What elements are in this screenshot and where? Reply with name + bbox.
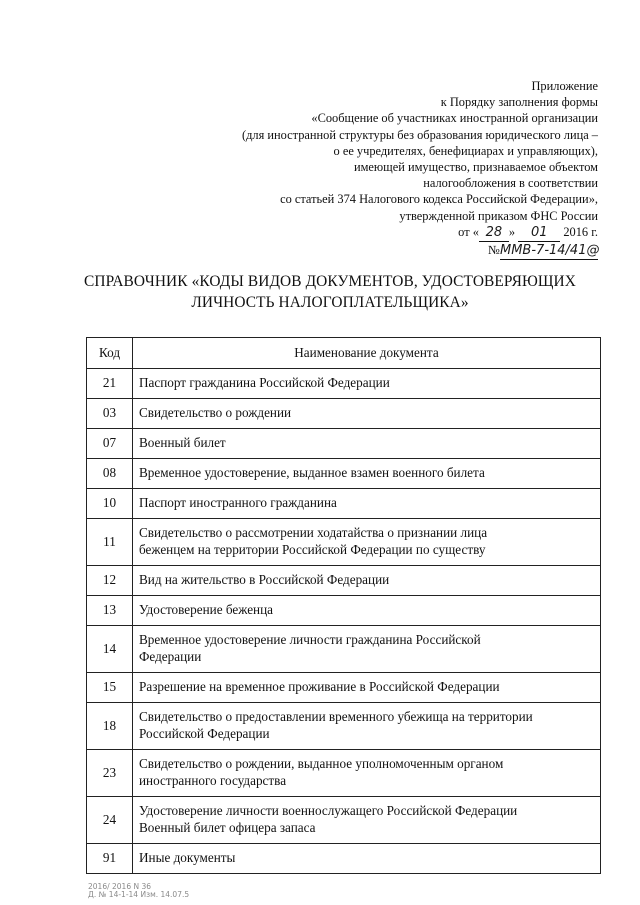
order-number-value: ММВ-7-14/41@	[500, 243, 598, 260]
table-row	[87, 673, 601, 703]
row-document-name	[133, 489, 601, 519]
row-document-name	[133, 750, 601, 797]
row-document-name	[133, 519, 601, 566]
appendix-line: (для иностранной структуры без образования юридического лица –	[241, 127, 598, 142]
table-row	[87, 429, 601, 459]
table-row	[87, 519, 601, 566]
appendix-line: налогообложения в соответствии	[423, 176, 598, 191]
row-code: 15	[87, 673, 133, 703]
appendix-block	[242, 78, 598, 260]
order-date-month: 01	[518, 225, 560, 242]
table-row	[87, 399, 601, 429]
row-document-name	[133, 673, 601, 703]
row-code: 13	[87, 596, 133, 626]
table-row	[87, 750, 601, 797]
row-code: 14	[87, 626, 133, 673]
row-document-name	[133, 459, 601, 489]
table-row	[87, 626, 601, 673]
table-row	[87, 369, 601, 399]
row-name-line: Паспорт иностранного гражданина	[139, 495, 337, 511]
row-name-line: Военный билет	[139, 435, 226, 451]
row-document-name	[133, 703, 601, 750]
footer-line-1: 2016/ 2016 N 36	[88, 882, 152, 891]
order-date-year: 2016 г.	[563, 224, 598, 239]
appendix-line: «Сообщение об участниках иностранной организации	[311, 111, 598, 126]
table-row	[87, 489, 601, 519]
row-name-line: Паспорт гражданина Российской Федерации	[139, 375, 390, 391]
footer-stamp	[88, 883, 189, 899]
row-document-name	[133, 797, 601, 844]
row-name-line: иностранного государства	[139, 773, 287, 788]
document-title	[60, 271, 600, 313]
row-document-name	[133, 369, 601, 399]
row-name-line: беженцем на территории Российской Федерации по существу	[139, 542, 486, 557]
appendix-line: имеющей имущество, признаваемое объектом	[353, 160, 598, 175]
appendix-line: Приложение	[531, 79, 598, 93]
row-document-name	[133, 429, 601, 459]
appendix-line: со статьей 374 Налогового кодекса Российской Федерации»,	[280, 192, 598, 207]
row-code: 03	[87, 399, 133, 429]
order-number-prefix: №	[488, 243, 500, 258]
row-document-name	[133, 844, 601, 874]
row-name-line: Временное удостоверение личности гражданина Российской	[139, 632, 481, 648]
row-code: 21	[87, 369, 133, 399]
row-code: 07	[87, 429, 133, 459]
order-date-day: 28	[479, 225, 509, 242]
row-code: 24	[87, 797, 133, 844]
row-name-line: Российской Федерации	[139, 726, 270, 741]
table-row	[87, 703, 601, 750]
row-code: 10	[87, 489, 133, 519]
order-number	[242, 242, 598, 260]
document-codes-table	[86, 337, 601, 874]
table-row	[87, 596, 601, 626]
header-document-name: Наименование документа	[133, 338, 601, 369]
row-name-line: Свидетельство о предоставлении временного убежища на территории	[139, 709, 533, 725]
row-name-line: Федерации	[139, 649, 202, 664]
row-document-name	[133, 626, 601, 673]
row-name-line: Свидетельство о рождении, выданное уполномоченным органом	[139, 756, 504, 772]
appendix-line: утвержденной приказом ФНС России	[399, 208, 598, 223]
table-row	[87, 459, 601, 489]
row-code: 12	[87, 566, 133, 596]
appendix-line: к Порядку заполнения формы	[440, 95, 598, 110]
row-document-name	[133, 566, 601, 596]
row-name-line: Свидетельство о рождении	[139, 405, 292, 421]
table-header-row	[87, 338, 601, 369]
row-name-line: Иные документы	[139, 850, 236, 866]
row-code: 11	[87, 519, 133, 566]
order-date-mid: »	[508, 224, 516, 239]
order-date-prefix: от «	[458, 224, 479, 239]
row-name-line: Удостоверение личности военнослужащего Российской Федерации	[139, 803, 518, 819]
table-row	[87, 797, 601, 844]
title-line-1: СПРАВОЧНИК «КОДЫ ВИДОВ ДОКУМЕНТОВ, УДОСТОВЕРЯЮЩИХ	[84, 273, 576, 290]
order-date	[242, 224, 598, 242]
row-name-line: Временное удостоверение, выданное взамен военного билета	[139, 465, 485, 481]
row-name-line: Вид на жительство в Российской Федерации	[139, 572, 390, 588]
row-name-line: Военный билет офицера запаса	[139, 820, 316, 835]
appendix-line: о ее учредителях, бенефициарах и управляющих),	[333, 143, 598, 158]
row-document-name	[133, 399, 601, 429]
title-line-2: ЛИЧНОСТЬ НАЛОГОПЛАТЕЛЬЩИКА»	[191, 294, 469, 311]
table-row	[87, 844, 601, 874]
row-code: 08	[87, 459, 133, 489]
table-row	[87, 566, 601, 596]
row-document-name	[133, 596, 601, 626]
row-code: 91	[87, 844, 133, 874]
footer-line-2: Д. № 14-1-14 Изм. 14.07.5	[88, 890, 190, 899]
row-code: 23	[87, 750, 133, 797]
header-code: Код	[87, 338, 133, 369]
row-name-line: Свидетельство о рассмотрении ходатайства о признании лица	[139, 525, 488, 541]
row-name-line: Удостоверение беженца	[139, 602, 274, 618]
row-code: 18	[87, 703, 133, 750]
row-name-line: Разрешение на временное проживание в Российской Федерации	[139, 679, 500, 695]
